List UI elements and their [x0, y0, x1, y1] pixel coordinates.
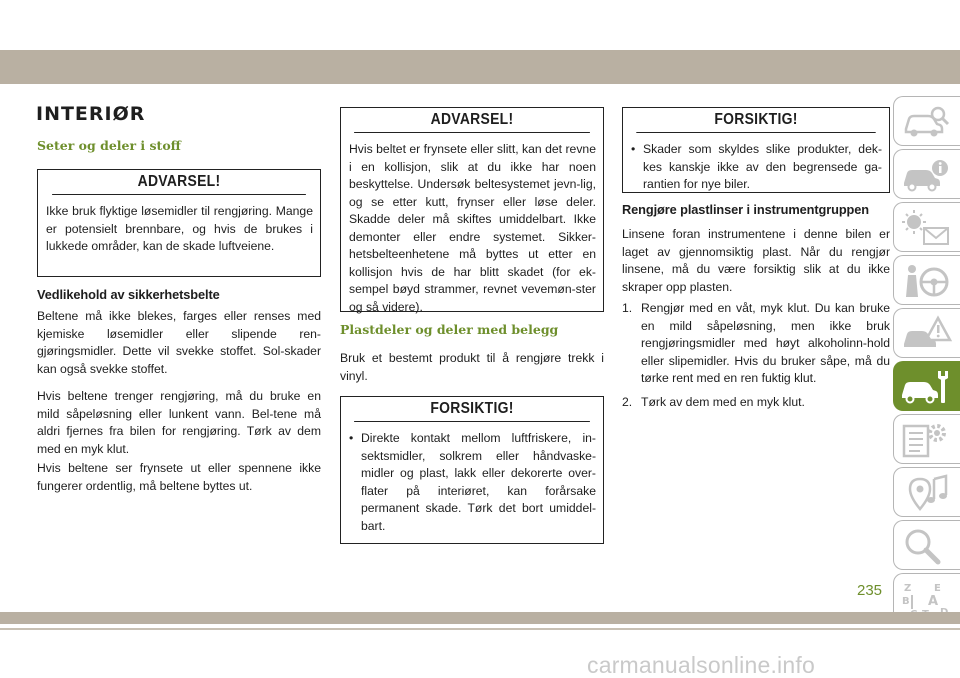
list-item-text: Tørk av dem med en myk klut. — [641, 394, 805, 409]
car-warning-icon — [900, 314, 952, 354]
music-navigation-icon — [900, 473, 952, 513]
page-number: 235 — [857, 582, 883, 599]
svg-text:E: E — [934, 583, 941, 594]
svg-text:B: B — [902, 596, 910, 607]
heading-seatbelt-maintenance: Vedlikehold av sikkerhetsbelte — [37, 287, 220, 302]
tab-customer-assistance[interactable] — [893, 520, 960, 570]
svg-text:A: A — [928, 594, 939, 609]
airbag-steering-icon — [900, 261, 952, 301]
caution-box-title: FORSIKTIG! — [354, 397, 590, 422]
top-band — [0, 50, 960, 84]
bottom-band — [0, 612, 960, 624]
warning-box-solvents — [37, 169, 321, 277]
list-item-text: Rengjør med en våt, myk klut. Du kan bruke en mild såpeløsning, men ikke bruk rengjøringsmidler med høyt alkoholinn-hold eller slipemidler. Hvis du bruker såpe, må du tørke rent med en ren fuktig klut. — [641, 301, 890, 385]
list-item-number: 1. — [622, 301, 633, 315]
caution-bullet-text: Skader som skyldes slike produkter, dek-kes kanskje ikke av den begrensede ga-rantien for nye biler. — [643, 142, 882, 191]
caution-box-title: FORSIKTIG! — [636, 108, 875, 133]
magnifier-icon — [900, 526, 952, 566]
car-search-icon — [900, 102, 952, 142]
warning-box-title: ADVARSEL! — [354, 108, 590, 133]
list-item — [622, 300, 890, 388]
tab-technical-specs[interactable] — [893, 414, 960, 464]
paragraph-vinyl: Bruk et bestemt produkt til å rengjøre trekk i vinyl. — [340, 351, 604, 383]
paragraph-seatbelt-3: Hvis beltene ser frynsete ut eller spennene ikke fungerer ordentlig, må beltene byttes ut. — [37, 461, 321, 493]
list-item-number: 2. — [622, 394, 633, 409]
tab-controls[interactable] — [893, 149, 960, 199]
paragraph-seatbelt-1: Beltene må ikke blekes, farges eller renses med kjemiske løsemidler eller slipende ren-gjøringsmidler. Dette vil svekke stoffet. Sol-skader kan også svekke stoffet. — [37, 309, 321, 376]
heading-instrument-lenses: Rengjøre plastlinser i instrumentgruppen — [622, 202, 869, 217]
warning-box-body: Hvis beltet er frynsete eller slitt, kan det revne i en kollisjon, slik at du ikke har noen beskyttelse. Undersøk beltesystemet jevn-lig, og se etter kutt, frynser eller løse deler. Skadde deler må skiftes umiddelbart. Ikke demonter eller endre systemet. Sikker-hetsbelteenhetene må byttes ut etter en kollisjon hvis de har blitt skadet (for ek-sempel bøyd strammer, revnet vevemøn-ster og så videre). — [349, 142, 596, 314]
section-subheading-fabric: Seter og deler i stoff — [37, 138, 181, 153]
tab-servicing-maintenance[interactable] — [893, 361, 960, 411]
car-wrench-icon — [900, 367, 952, 407]
warning-box-body: Ikke bruk flyktige løsemidler til rengjøring. Mange er potensielt brennbare, og hvis de brukes i lukkede områder, kan de skade luftveiene. — [46, 204, 313, 253]
warning-box-title: ADVARSEL! — [52, 170, 306, 195]
list-item — [622, 394, 890, 412]
page-title: INTERIØR — [36, 103, 146, 125]
car-info-icon — [900, 155, 952, 195]
tab-instrument-panel[interactable] — [893, 202, 960, 252]
tab-getting-to-know[interactable] — [893, 96, 960, 146]
warning-light-mail-icon — [900, 208, 952, 248]
warning-box-seatbelt — [340, 107, 604, 312]
caution-box-chemicals — [340, 396, 604, 544]
bullet-marker: • — [631, 142, 636, 156]
watermark: carmanualsonline.info — [587, 652, 815, 678]
tab-emergency[interactable] — [893, 308, 960, 358]
tab-safety[interactable] — [893, 255, 960, 305]
section-subheading-plastic: Plastdeler og deler med belegg — [340, 322, 559, 337]
paragraph-seatbelt-2: Hvis beltene trenger rengjøring, må du bruke en mild såpeløsning eller lunkent vann. Bel-tene må aldri fjernes fra bilen for rengjøring. Tørk av dem med en myk klut. — [37, 389, 321, 456]
bottom-rule — [0, 628, 960, 630]
caution-bullet-text: Direkte kontakt mellom luftfriskere, in-sektsmidler, solkrem eller håndvaske-midler og plast, lakk eller dekorerte over-flater på interiøret, kan forårsake permanent skade. Tørk det bort umiddel-bart. — [361, 431, 596, 533]
cleaning-steps-list — [622, 300, 890, 417]
tab-multimedia[interactable] — [893, 467, 960, 517]
svg-text:Z: Z — [904, 583, 912, 594]
bullet-marker: • — [349, 431, 354, 445]
caution-box-warranty — [622, 107, 890, 193]
specs-gear-icon — [900, 420, 952, 460]
paragraph-lenses: Linsene foran instrumentene i denne bilen er laget av gjennomsiktig plast. Når du rengjør linsene, må du være forsiktig slik at du ikke skraper opp plasten. — [622, 227, 890, 294]
